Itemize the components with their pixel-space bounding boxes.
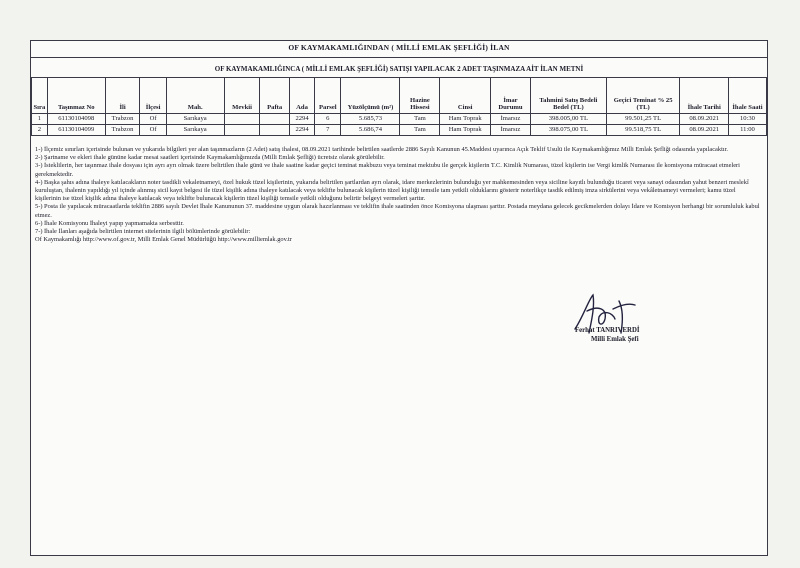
column-header: İlçesi bbox=[140, 78, 166, 114]
column-header: Taşınmaz No bbox=[47, 78, 105, 114]
table-cell bbox=[224, 114, 260, 125]
column-header: Hazine Hissesi bbox=[400, 78, 440, 114]
note-item: 2-) Şartname ve ekleri ihale gününe kadar mesai saatleri içerisinde Kaymakamlığımızda (Milli Emlak Şefliği) ücretsiz olarak görülebilir. bbox=[35, 154, 385, 162]
table-cell: 1 bbox=[32, 114, 48, 125]
table-row bbox=[32, 125, 767, 136]
table-cell bbox=[260, 125, 289, 136]
table-cell: Tam bbox=[400, 114, 440, 125]
table-cell: Trabzon bbox=[105, 125, 140, 136]
column-header: Tahmini Satış Bedeli Bedel (TL) bbox=[530, 78, 606, 114]
note-item: 1-) İlçemiz sınırları içerisinde bulunan ve yukarıda bilgileri yer alan taşınmazların (2 Adet) satış ihalesi, 08.09.2021 tarihinde belirtilen saatlerde 2886 Sayılı Kanunun 45.Maddesi uyarınca Açık Teklif Usulü ile Kaymakamlığımız Milli Emlak Şefliği odasında yapılacaktır. bbox=[35, 146, 728, 153]
table-cell: 7 bbox=[315, 125, 341, 136]
column-header: Parsel bbox=[315, 78, 341, 114]
table-cell: Of bbox=[140, 125, 166, 136]
column-header: Cinsi bbox=[440, 78, 491, 114]
document-sheet bbox=[30, 40, 768, 556]
table-cell bbox=[224, 125, 260, 136]
signer-title: Milli Emlak Şefi bbox=[591, 336, 639, 344]
table-cell: 08.09.2021 bbox=[680, 125, 728, 136]
document-title: OF KAYMAKAMLIĞINDAN ( MİLLİ EMLAK ŞEFLİĞİ) İLAN bbox=[288, 43, 510, 52]
table-cell: Tam bbox=[400, 125, 440, 136]
column-header: Sıra bbox=[32, 78, 48, 114]
table-cell: 2294 bbox=[289, 114, 314, 125]
table-cell bbox=[260, 114, 289, 125]
table-cell: 61130104098 bbox=[47, 114, 105, 125]
table-cell: 5.685,73 bbox=[341, 114, 400, 125]
note-item: 6-) İhale Komisyonu İhaleyi yapıp yapmamakta serbesttir. bbox=[35, 219, 184, 227]
signature-block bbox=[575, 326, 640, 344]
note-item: 4-) Başka şahıs adına ihaleye katılacakların noter tasdikli vekaletnameyi, özel hukuk tüzel kişilerinin, yukarıda belirtilen şartlardan ayrı olarak, idare merkezlerinin bulunduğu yer mahkemesinden veya siciline kayıtlı bulunduğu ticaret veya sanayi odasından yahut benzeri meslekî kuruluştan, ihalenin yapıldığı yıl içinde alınmış sicil kayıt belgesi ile tüzel kişilik adına ihaleye katılacak veya teklifte bulunacak kişilerin tüzel kişiliği temsile tam yetkili olduklarını gösterir noterlikçe tasdik edilmiş imza sirkülerini veya vekâletnameyi vermeleri; kamu tüzel kişilerinin ise tüzel kişilik adına ihaleye katılacak veya teklifte bulunacak kişilerin tüzel kişiliği temsile yetkili olduğunu belirtir belgeyi vermeleri şarttır. bbox=[35, 178, 749, 203]
table-cell: İmarsız bbox=[490, 114, 530, 125]
table-cell: 10:30 bbox=[728, 114, 766, 125]
note-item: 5-) Posta ile yapılacak müracaatlarda teklifin 2886 sayılı Devlet İhale Kanununun 37. maddesine uygun olarak hazırlanması ve teklifin ihale saatinden önce Komisyona ulaşması şarttır. Postada meydana gelecek gecikmelerden dolayı İdare ve Komisyon herhangi bir sorumluluk kabul etmez. bbox=[35, 203, 760, 219]
table-cell: Sarıkaya bbox=[166, 114, 224, 125]
column-header: İli bbox=[105, 78, 140, 114]
property-table bbox=[31, 77, 767, 136]
table-cell: 5.686,74 bbox=[341, 125, 400, 136]
column-header: Ada bbox=[289, 78, 314, 114]
document-subtitle: OF KAYMAKAMLIĞINCA ( MİLLİ EMLAK ŞEFLİĞİ) SATIŞI YAPILACAK 2 ADET TAŞINMAZA AİT İLAN METNİ bbox=[214, 65, 584, 73]
table-cell: Ham Toprak bbox=[440, 125, 491, 136]
signer-name: Ferhat TANRIVERDİ bbox=[575, 327, 640, 334]
column-header: Pafta bbox=[260, 78, 289, 114]
table-cell: İmarsız bbox=[490, 125, 530, 136]
table-cell: 08.09.2021 bbox=[680, 114, 728, 125]
table-cell: 99.501,25 TL bbox=[606, 114, 680, 125]
table-cell: 398.005,00 TL bbox=[530, 114, 606, 125]
column-header: Mah. bbox=[166, 78, 224, 114]
table-cell: Ham Toprak bbox=[440, 114, 491, 125]
notes-section bbox=[35, 146, 763, 244]
table-cell: 2 bbox=[32, 125, 48, 136]
table-cell: Of bbox=[140, 114, 166, 125]
column-header: Yüzölçümü (m²) bbox=[341, 78, 400, 114]
table-cell: Trabzon bbox=[105, 114, 140, 125]
note-item: 7-) İhale İlanları aşağıda belirtilen internet sitelerinin ilgili bölümlerinde görülebilir: bbox=[35, 227, 251, 235]
websites-line: Of Kaymakamlığı http://www.of.gov.tr, Milli Emlak Genel Müdürlüğü http://www.milliemlak.gov.tr bbox=[35, 236, 292, 244]
column-header: Geçici Teminat % 25 (TL) bbox=[606, 78, 680, 114]
table-cell: 11:00 bbox=[728, 125, 766, 136]
column-header: İhale Saati bbox=[728, 78, 766, 114]
column-header: İhale Tarihi bbox=[680, 78, 728, 114]
table-row bbox=[32, 114, 767, 125]
column-header: İmar Durumu bbox=[490, 78, 530, 114]
table-header-row bbox=[32, 78, 767, 114]
table-cell: 6 bbox=[315, 114, 341, 125]
column-header: Mevkii bbox=[224, 78, 260, 114]
table-cell: 2294 bbox=[289, 125, 314, 136]
table-cell: 398.075,00 TL bbox=[530, 125, 606, 136]
note-item: 3-) İsteklilerin, her taşınmaz ihale dosyası için ayrı ayrı olmak üzere belirtilen ihale günü ve ihale saatine kadar geçici teminat makbuzu veya teminat mektubu ile gerçek kişilerin T.C. Kimlik Numarası, tüzel kişilerin ise Vergi kimlik Numarası ile komisyona müracaat etmeleri gerekmektedir. bbox=[35, 162, 740, 178]
table-cell: Sarıkaya bbox=[166, 125, 224, 136]
table-cell: 99.518,75 TL bbox=[606, 125, 680, 136]
divider bbox=[31, 57, 767, 58]
table-cell: 61130104099 bbox=[47, 125, 105, 136]
